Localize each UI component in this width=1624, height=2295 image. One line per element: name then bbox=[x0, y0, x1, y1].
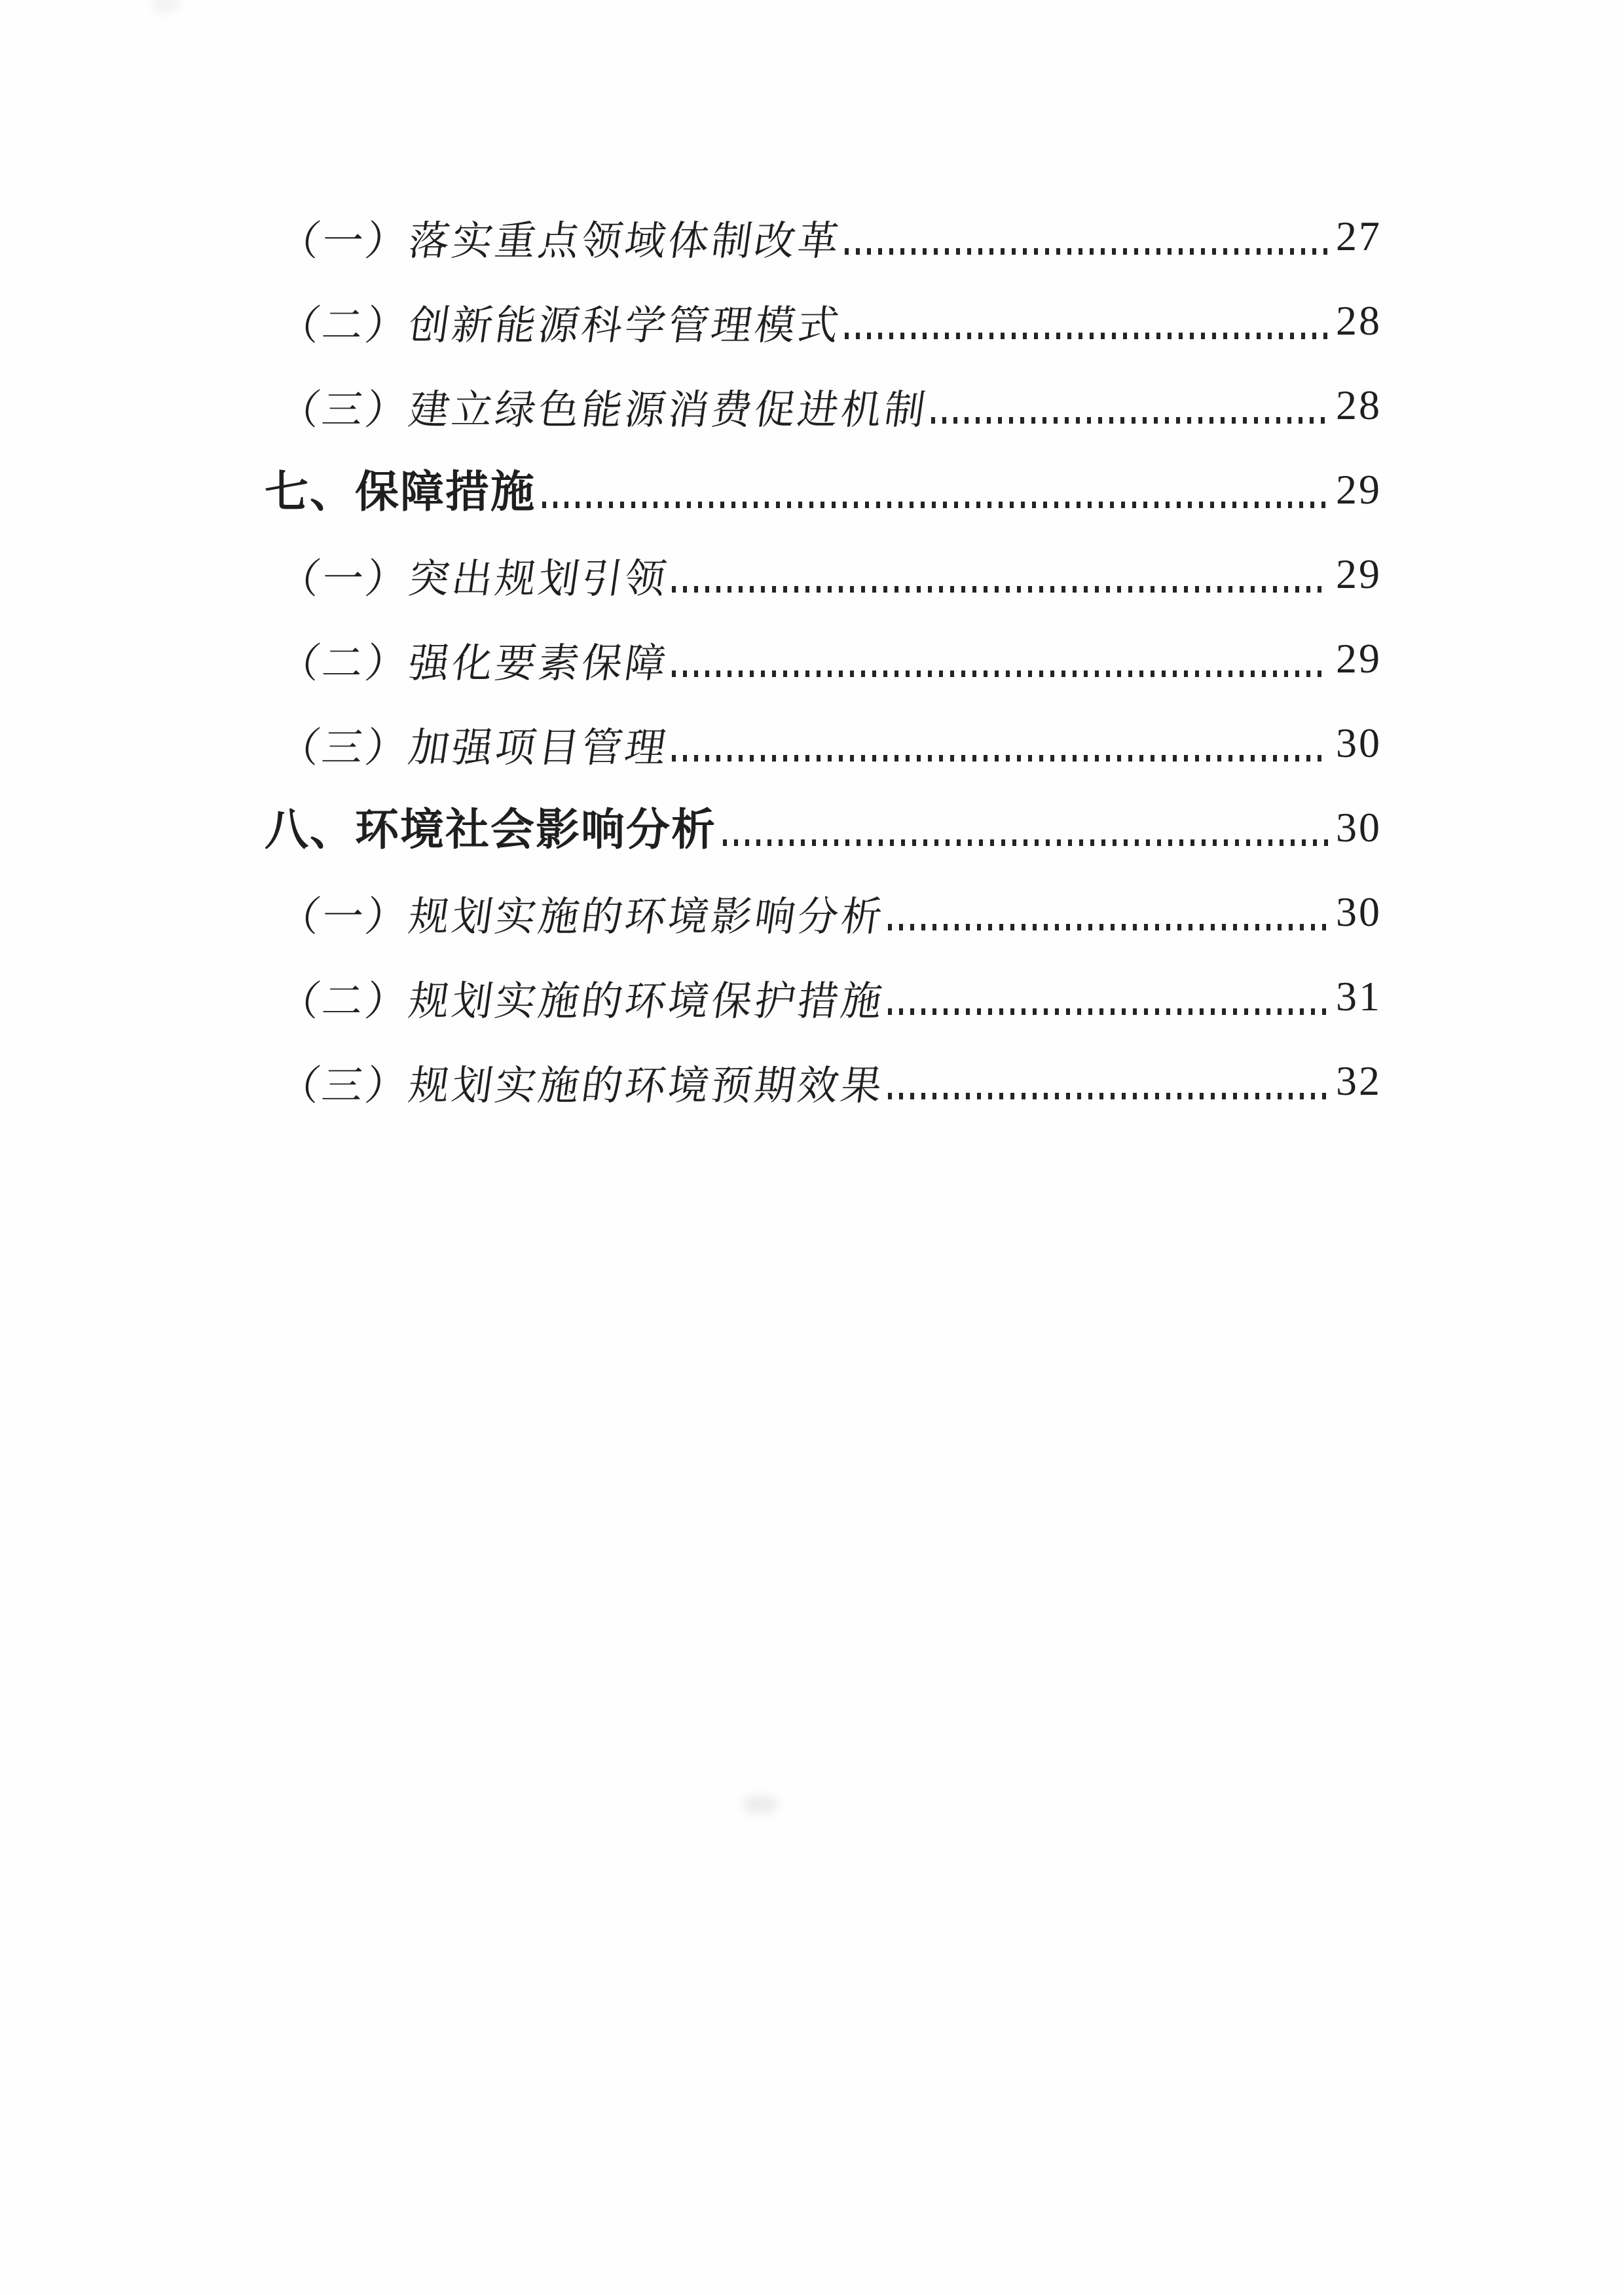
dot-leader bbox=[723, 839, 1328, 846]
toc-entry-label: 八、环境社会影响分析 bbox=[265, 805, 716, 854]
toc-entry-label: （一）落实重点领域体制改革 bbox=[276, 216, 845, 265]
toc-entry-page-number: 29 bbox=[1336, 635, 1382, 682]
dot-leader bbox=[845, 248, 1328, 255]
toc-entry-label: （二）创新能源科学管理模式 bbox=[276, 301, 845, 349]
toc-entry-page-number: 32 bbox=[1336, 1057, 1382, 1104]
scan-smudge-artifact bbox=[152, 0, 179, 13]
dot-leader bbox=[931, 417, 1328, 424]
toc-entry-page-number: 28 bbox=[1336, 297, 1382, 344]
toc-entry-page-number: 29 bbox=[1336, 551, 1382, 597]
toc-entry bbox=[265, 430, 1382, 515]
toc-entry-label: （二）强化要素保障 bbox=[276, 638, 672, 687]
toc-entry-page-number: 30 bbox=[1336, 804, 1382, 851]
toc-entry bbox=[265, 346, 1382, 433]
toc-entry-label: 七、保障措施 bbox=[265, 467, 536, 517]
toc-list bbox=[265, 177, 1382, 1109]
dot-leader bbox=[888, 924, 1328, 930]
toc-entry-page-number: 28 bbox=[1336, 382, 1382, 428]
toc-entry-label: （三）规划实施的环境预期效果 bbox=[276, 1061, 888, 1109]
toc-entry bbox=[265, 177, 1382, 265]
toc-entry-page-number: 30 bbox=[1336, 720, 1382, 766]
toc-entry-label: （二）规划实施的环境保护措施 bbox=[276, 976, 888, 1025]
dot-leader bbox=[672, 670, 1328, 677]
dot-leader bbox=[845, 333, 1328, 339]
toc-entry-page-number: 30 bbox=[1336, 889, 1382, 935]
toc-entry bbox=[265, 853, 1382, 940]
toc-entry bbox=[265, 1021, 1382, 1109]
dot-leader bbox=[888, 1093, 1328, 1099]
toc-entry bbox=[265, 599, 1382, 687]
dot-leader bbox=[672, 755, 1328, 762]
dot-leader bbox=[888, 1008, 1328, 1015]
toc-entry-label: （一）规划实施的环境影响分析 bbox=[276, 892, 888, 940]
toc-entry bbox=[265, 261, 1382, 349]
toc-entry-page-number: 29 bbox=[1336, 466, 1382, 513]
toc-entry-label: （一）突出规划引领 bbox=[276, 554, 672, 602]
toc-entry bbox=[265, 768, 1382, 853]
dot-leader bbox=[542, 502, 1328, 508]
scan-smudge-artifact bbox=[743, 1795, 778, 1814]
toc-entry bbox=[265, 515, 1382, 602]
toc-entry-label: （三）建立绿色能源消费促进机制 bbox=[276, 385, 931, 433]
toc-entry-page-number: 31 bbox=[1336, 973, 1382, 1019]
toc-entry-label: （三）加强项目管理 bbox=[276, 723, 672, 771]
toc-entry-page-number: 27 bbox=[1336, 213, 1382, 259]
toc-entry bbox=[265, 937, 1382, 1025]
toc-entry bbox=[265, 684, 1382, 771]
dot-leader bbox=[672, 586, 1328, 593]
